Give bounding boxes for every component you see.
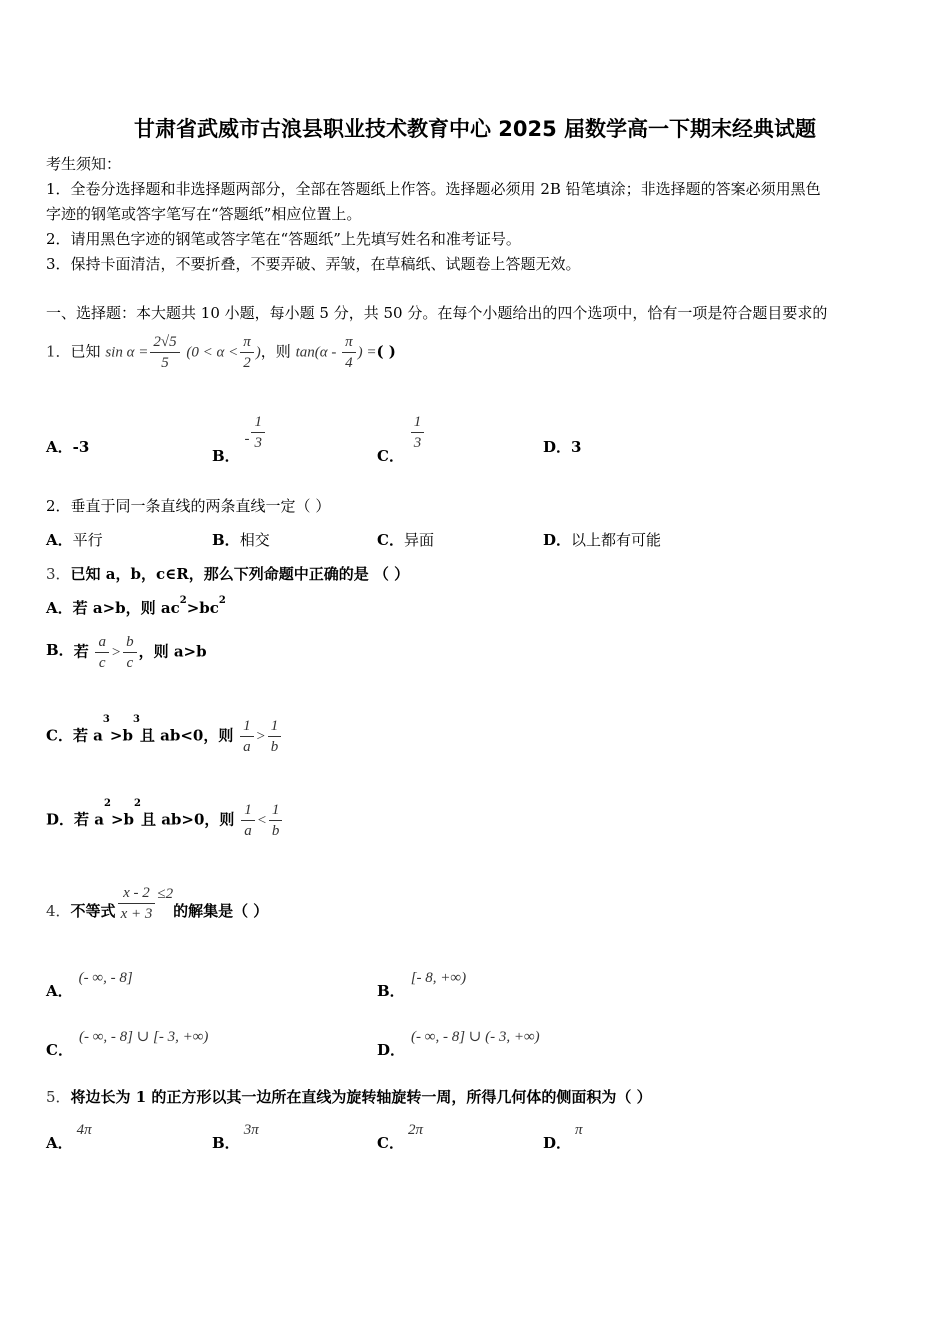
fraction-numerator: 1 xyxy=(241,800,255,821)
option-value: 4π xyxy=(76,1122,92,1138)
inequality-fraction xyxy=(118,883,156,924)
fraction-numerator: 1 xyxy=(269,800,283,821)
option-fraction xyxy=(251,412,265,453)
option-value: [- 8, +∞) xyxy=(410,970,467,986)
q3-option-a xyxy=(46,597,226,618)
less-than: < xyxy=(256,812,267,829)
q3-option-c xyxy=(46,716,283,757)
fraction-numerator: π xyxy=(342,332,356,353)
question-4-stem xyxy=(46,883,268,924)
option-label: B． xyxy=(212,446,240,465)
q1-option-c xyxy=(377,412,426,465)
greater-than: > xyxy=(110,644,122,661)
question-number: 1． xyxy=(46,342,71,361)
option-text: ，则 a>b xyxy=(138,642,207,661)
option-value: (- ∞, - 8] xyxy=(78,970,133,986)
option-value: 3π xyxy=(243,1122,259,1138)
q2-option-a xyxy=(46,529,103,550)
q4-option-a xyxy=(46,966,133,1000)
fraction-numerator: b xyxy=(123,632,137,653)
option-value: 3 xyxy=(571,438,582,456)
fraction-numerator: π xyxy=(240,332,254,353)
option-value: 以上都有可能 xyxy=(571,531,662,549)
option-label: B． xyxy=(377,982,405,1000)
option-text: 若 a>b，则 ac xyxy=(72,599,180,617)
condition-open: (0 < α < xyxy=(186,344,239,361)
option-label: B． xyxy=(46,640,74,659)
option-value: 平行 xyxy=(72,531,103,549)
fraction-denominator: 3 xyxy=(413,435,422,451)
q4-option-c xyxy=(46,1025,209,1059)
option-text: >b xyxy=(109,726,133,745)
notice-item-3: 3．保持卡面清洁，不要折叠，不要弄破、弄皱，在草稿纸、试题卷上答题无效。 xyxy=(46,255,581,273)
fraction-denominator: x + 3 xyxy=(120,906,153,922)
fraction-numerator: a xyxy=(95,632,109,653)
b-over-c-fraction xyxy=(123,632,137,673)
fraction-numerator: 1 xyxy=(268,716,282,737)
section-1-heading: 一、选择题：本大题共 10 小题，每小题 5 分，共 50 分。在每个小题给出的四个选项中，恰有一项是符合题目要求的 xyxy=(46,304,828,322)
a-over-c-fraction xyxy=(95,632,109,673)
superscript: 3 xyxy=(102,714,110,725)
fraction-denominator: b xyxy=(270,739,279,755)
tan-expression: tan(α - xyxy=(295,344,341,361)
superscript: 2 xyxy=(179,595,187,606)
option-label: B． xyxy=(212,531,240,549)
notice-item-1-line-2: 字迹的钢笔或答字笔写在“答题纸”相应位置上。 xyxy=(46,205,362,223)
question-5-stem xyxy=(46,1086,652,1107)
question-number: 3． xyxy=(46,565,71,583)
option-value: 2π xyxy=(407,1122,423,1138)
option-label: C． xyxy=(377,1134,404,1152)
question-1-pre: 已知 xyxy=(70,342,101,361)
one-over-b-fraction xyxy=(269,800,283,841)
fraction-denominator: b xyxy=(271,823,280,839)
fraction-denominator: a xyxy=(244,823,252,839)
sin-value-fraction xyxy=(150,332,179,373)
option-fraction xyxy=(411,412,425,453)
fraction-numerator: 1 xyxy=(240,716,254,737)
fraction-numerator: 1 xyxy=(251,412,265,433)
fraction-denominator: 4 xyxy=(345,355,353,371)
q2-option-c xyxy=(377,529,434,550)
option-label: A． xyxy=(46,1134,73,1152)
superscript: 2 xyxy=(218,595,226,606)
superscript: 3 xyxy=(132,714,140,725)
notice-item-1-line-1: 1．全卷分选择题和非选择题两部分，全部在答题纸上作答。选择题必须用 2B 铅笔填涂；非选择题的答案必须用黑色 xyxy=(46,180,821,198)
question-5-text: 将边长为 1 的正方形以其一边所在直线为旋转轴旋转一周，所得几何体的侧面积为（ ） xyxy=(70,1088,652,1106)
q4-option-b xyxy=(377,966,467,1000)
greater-than: > xyxy=(255,728,266,745)
option-label: D． xyxy=(543,1134,572,1152)
option-label: C． xyxy=(46,726,73,745)
option-value: (- ∞, - 8] ∪ [- 3, +∞) xyxy=(78,1029,209,1045)
option-text: 若 a xyxy=(74,810,104,829)
question-1-stem xyxy=(46,332,396,373)
minus-sign: - xyxy=(244,430,250,447)
sin-expression: sin α = xyxy=(105,344,149,361)
option-label: C． xyxy=(46,1041,73,1059)
option-label: A． xyxy=(46,531,73,549)
q1-option-d xyxy=(543,436,581,457)
notice-item-2: 2．请用黑色字迹的钢笔或答字笔在“答题纸”上先填写姓名和准考证号。 xyxy=(46,230,521,248)
notice-heading: 考生须知： xyxy=(46,155,122,173)
page-title: 甘肃省武威市古浪县职业技术教育中心 2025 届数学高一下期末经典试题 xyxy=(133,117,817,141)
option-label: A． xyxy=(46,438,73,456)
answer-paren: ( ) xyxy=(376,342,396,361)
fraction-denominator: 5 xyxy=(161,355,169,371)
condition-close: ) xyxy=(255,344,261,361)
question-4-post: 的解集是（ ） xyxy=(173,901,269,920)
q1-option-a xyxy=(46,436,89,457)
option-text: >bc xyxy=(186,599,219,617)
option-value: -3 xyxy=(72,438,90,456)
question-3-stem xyxy=(46,563,409,584)
one-over-a-fraction xyxy=(240,716,254,757)
fraction-denominator: a xyxy=(243,739,251,755)
q2-option-d xyxy=(543,529,661,550)
option-text: 且 ab>0，则 xyxy=(140,810,235,829)
option-value: (- ∞, - 8] ∪ (- 3, +∞) xyxy=(411,1029,540,1045)
option-text: >b xyxy=(110,810,134,829)
fraction-denominator: c xyxy=(126,655,134,671)
option-text: 若 xyxy=(73,642,89,661)
superscript: 2 xyxy=(103,798,111,809)
option-value: 异面 xyxy=(403,531,434,549)
fraction-numerator: 2√5 xyxy=(150,332,179,353)
question-3-set: ∈R xyxy=(165,565,189,583)
q5-option-a xyxy=(46,1118,92,1152)
question-1-mid: ，则 xyxy=(260,342,291,361)
tan-close: ) = xyxy=(357,344,377,361)
option-value: 相交 xyxy=(239,531,270,549)
fraction-denominator: c xyxy=(98,655,106,671)
question-3-pre: 已知 a，b，c xyxy=(70,565,166,583)
question-number: 4． xyxy=(46,901,71,920)
pi-over-four-fraction xyxy=(342,332,356,373)
one-over-b-fraction xyxy=(268,716,282,757)
q3-option-b xyxy=(46,632,207,673)
question-3-post: ，那么下列命题中正确的是 （ ） xyxy=(188,565,410,583)
option-label: D． xyxy=(377,1041,406,1059)
fraction-numerator: x - 2 xyxy=(118,883,156,904)
q2-option-b xyxy=(212,529,270,550)
option-label: D． xyxy=(543,531,572,549)
option-label: C． xyxy=(377,446,404,465)
fraction-numerator: 1 xyxy=(411,412,425,433)
fraction-denominator: 3 xyxy=(254,435,262,451)
option-label: B． xyxy=(212,1134,240,1152)
fraction-denominator: 2 xyxy=(243,355,251,371)
q5-option-c xyxy=(377,1118,423,1152)
question-number: 5． xyxy=(46,1088,71,1106)
q5-option-b xyxy=(212,1118,259,1152)
option-value: π xyxy=(575,1122,583,1138)
pi-over-two-fraction xyxy=(240,332,254,373)
question-4-pre: 不等式 xyxy=(70,901,116,920)
option-label: D． xyxy=(543,438,572,456)
q3-option-d xyxy=(46,800,284,841)
option-text: 且 ab<0，则 xyxy=(139,726,234,745)
option-label: A． xyxy=(46,982,73,1000)
superscript: 2 xyxy=(134,798,141,809)
question-2-stem: 2．垂直于同一条直线的两条直线一定（ ） xyxy=(46,497,331,515)
option-text: 若 a xyxy=(72,726,103,745)
inequality-rhs: ≤2 xyxy=(157,885,174,902)
one-over-a-fraction xyxy=(241,800,255,841)
q1-option-b xyxy=(212,412,267,465)
option-label: A． xyxy=(46,599,73,617)
q5-option-d xyxy=(543,1118,583,1152)
option-label: D． xyxy=(46,810,75,829)
option-label: C． xyxy=(377,531,404,549)
q4-option-d xyxy=(377,1025,540,1059)
